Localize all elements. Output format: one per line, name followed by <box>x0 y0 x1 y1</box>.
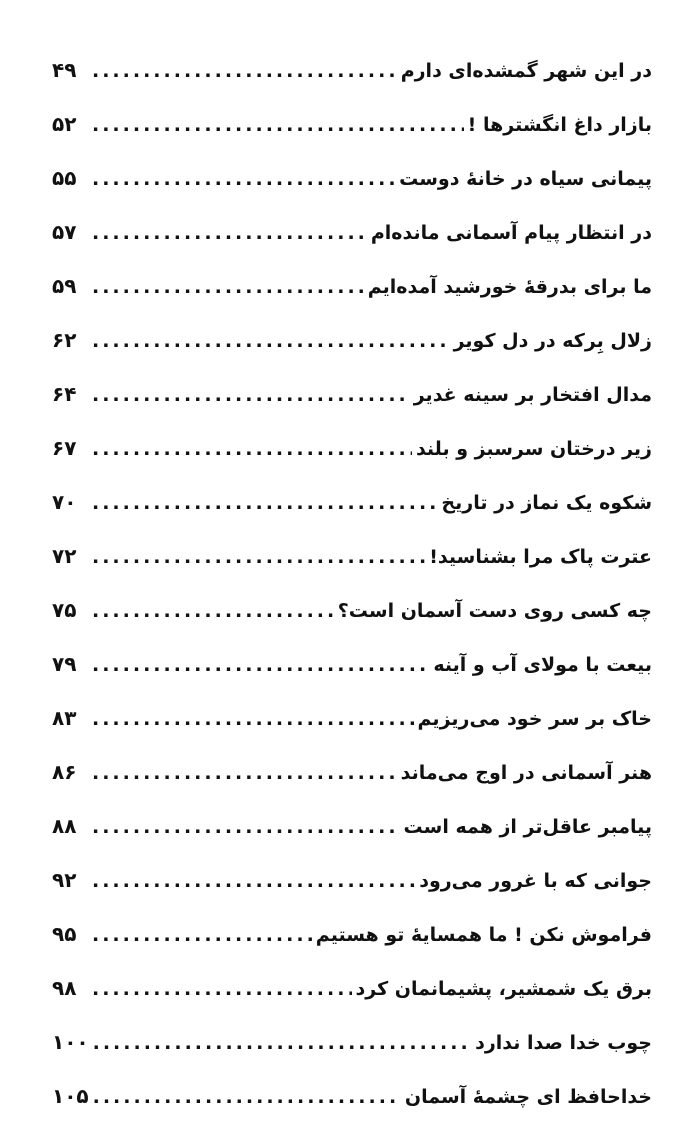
toc-entry <box>52 205 652 259</box>
entry-title: زلال بِرکه در دل کویر <box>453 330 652 352</box>
entry-page-number: ۸۶ <box>52 760 77 784</box>
entry-title: چه کسی روی دست آسمان است؟ <box>337 600 652 622</box>
dot-leader <box>92 746 397 800</box>
toc-entry <box>52 151 652 205</box>
entry-title: پیمانی سیاه در خانهٔ دوست <box>399 168 652 190</box>
toc-entry <box>52 475 652 529</box>
toc-entry <box>52 961 652 1015</box>
dot-leader <box>93 1070 401 1124</box>
toc-entry <box>52 43 652 97</box>
entry-page-number: ۸۸ <box>52 814 77 838</box>
entry-page-number: ۶۲ <box>52 328 77 352</box>
entry-page-number: ۷۹ <box>52 652 77 676</box>
entry-page-number: ۱۰۰ <box>52 1030 89 1054</box>
dot-leader <box>92 638 429 692</box>
entry-page-number: ۸۳ <box>52 706 77 730</box>
dot-leader <box>92 476 437 530</box>
entry-page-number: ۹۲ <box>52 868 77 892</box>
entry-title: ما برای بدرقهٔ خورشید آمده‌ایم <box>367 276 652 298</box>
dot-leader <box>92 800 400 854</box>
toc-entry <box>52 691 652 745</box>
entry-title: برق یک شمشیر، پشیمانمان کرد <box>355 978 652 1000</box>
toc-entry <box>52 583 652 637</box>
entry-page-number: ۹۵ <box>52 922 77 946</box>
toc-entry <box>52 367 652 421</box>
table-of-contents <box>52 43 652 1123</box>
entry-title: فراموش نکن ! ما همسایهٔ تو هستیم <box>315 924 652 946</box>
entry-page-number: ۶۷ <box>52 436 77 460</box>
dot-leader <box>92 368 410 422</box>
entry-page-number: ۷۵ <box>52 598 77 622</box>
dot-leader <box>92 44 397 98</box>
entry-page-number: ۱۰۵ <box>52 1084 89 1108</box>
entry-title: در انتظار پیام آسمانی مانده‌ام <box>370 222 652 244</box>
dot-leader <box>92 152 395 206</box>
toc-entry <box>52 907 652 961</box>
dot-leader <box>92 854 415 908</box>
toc-entry <box>52 799 652 853</box>
dot-leader <box>92 584 334 638</box>
toc-entry <box>52 421 652 475</box>
entry-page-number: ۷۲ <box>52 544 77 568</box>
dot-leader <box>92 422 412 476</box>
dot-leader <box>92 260 364 314</box>
toc-entry <box>52 313 652 367</box>
entry-title: شکوه یک نماز در تاریخ <box>441 492 652 514</box>
dot-leader <box>92 530 425 584</box>
entry-page-number: ۵۷ <box>52 220 77 244</box>
entry-title: عترت پاک مرا بشناسید! <box>429 546 652 568</box>
toc-entry <box>52 745 652 799</box>
toc-entry <box>52 97 652 151</box>
entry-page-number: ۷۰ <box>52 490 77 514</box>
entry-page-number: ۹۸ <box>52 976 77 1000</box>
entry-title: خداحافظ ای چشمهٔ آسمان <box>404 1086 652 1108</box>
toc-entry <box>52 853 652 907</box>
entry-title: زیر درختان سرسبز و بلند <box>415 438 652 460</box>
toc-entry <box>52 529 652 583</box>
entry-title: جوانی که با غرور می‌رود <box>419 870 652 892</box>
entry-page-number: ۵۹ <box>52 274 77 298</box>
entry-title: خاک بر سر خود می‌ریزیم <box>417 708 652 730</box>
dot-leader <box>92 692 414 746</box>
entry-title: پیامبر عاقل‌تر از همه است <box>403 816 652 838</box>
entry-title: بیعت با مولای آب و آینه <box>433 654 652 676</box>
entry-title: چوب خدا صدا ندارد <box>475 1032 652 1054</box>
toc-entry <box>52 259 652 313</box>
dot-leader <box>92 98 464 152</box>
entry-page-number: ۶۴ <box>52 382 77 406</box>
entry-page-number: ۵۲ <box>52 112 77 136</box>
entry-title: هنر آسمانی در اوج می‌ماند <box>400 762 652 784</box>
toc-entry <box>52 1015 652 1069</box>
dot-leader <box>92 314 450 368</box>
toc-entry <box>52 1069 652 1123</box>
dot-leader <box>92 962 352 1016</box>
toc-entry <box>52 637 652 691</box>
entry-title: مدال افتخار بر سینه غدیر <box>413 384 652 406</box>
dot-leader <box>92 908 312 962</box>
entry-page-number: ۴۹ <box>52 58 77 82</box>
dot-leader <box>93 1016 471 1070</box>
entry-page-number: ۵۵ <box>52 166 77 190</box>
entry-title: بازار داغ انگشترها ! <box>467 114 652 136</box>
dot-leader <box>92 206 367 260</box>
entry-title: در این شهر گمشده‌ای دارم <box>400 60 652 82</box>
